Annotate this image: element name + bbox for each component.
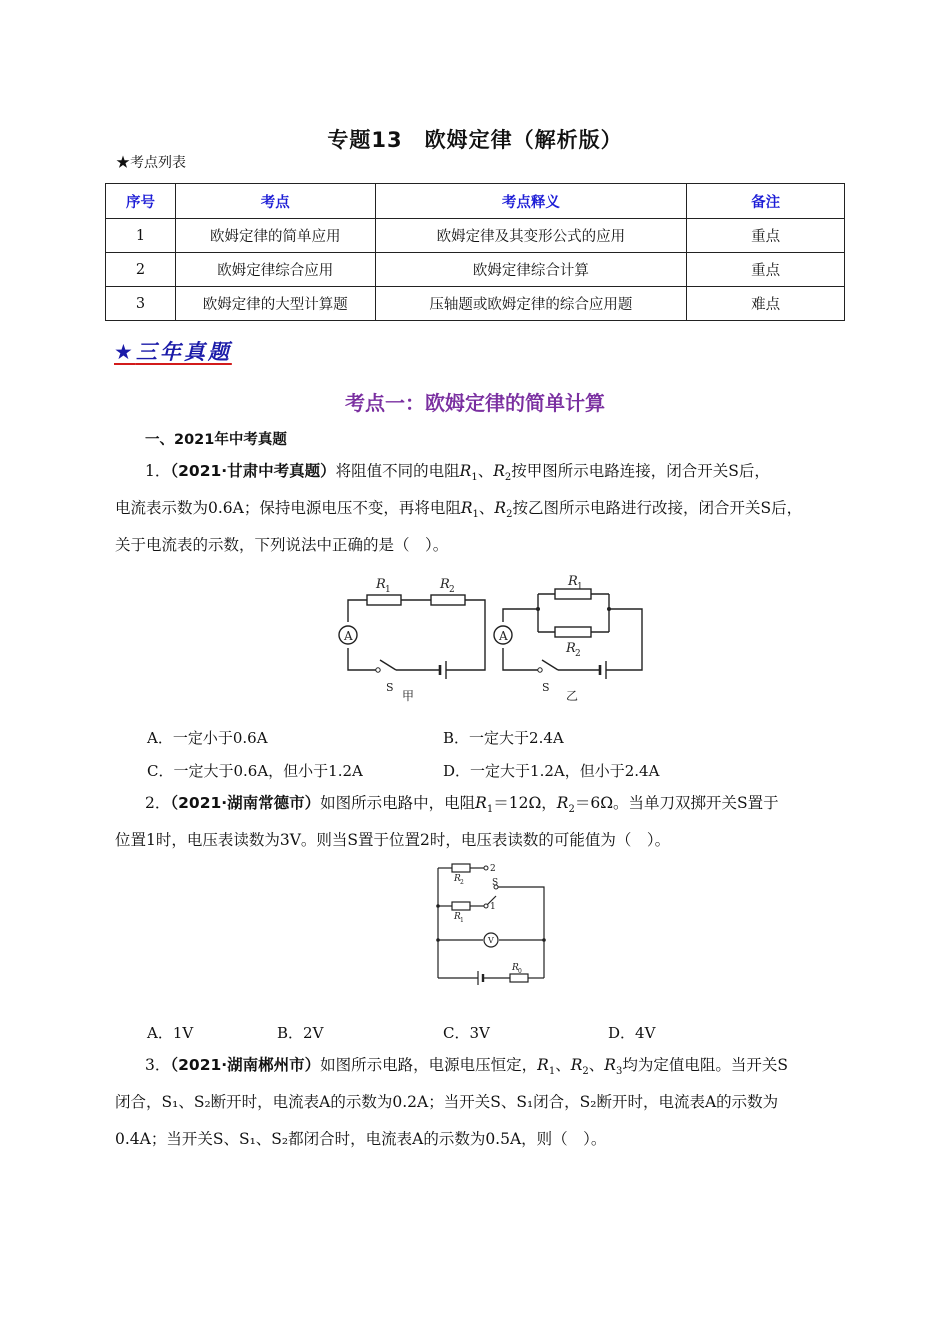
- q2-text: 如图所示电路中，电阻: [320, 794, 476, 812]
- table-header: 序号: [106, 184, 176, 219]
- q1-number: 1．: [145, 462, 171, 480]
- table-header-row: [106, 184, 845, 219]
- q2-text: ＝12Ω，: [493, 794, 557, 812]
- var-r: R: [604, 1056, 616, 1074]
- sub-heading: 一、2021年中考真题: [145, 432, 287, 448]
- topic-table: [105, 183, 845, 321]
- var-sub: 1: [548, 1066, 556, 1078]
- label-r0: R: [512, 963, 519, 973]
- label-voltmeter: V: [488, 936, 494, 945]
- q1-text: 电流表示数为0.6A；保持电源电压不变，再将电阻: [115, 499, 461, 517]
- q1-option-c: C．一定大于0.6A，但小于1.2A: [147, 762, 363, 780]
- q3-text: 均为定值电阻。当开关S: [622, 1056, 788, 1074]
- q1-option-d: D．一定大于1.2A，但小于2.4A: [443, 762, 660, 780]
- var-sub: 2: [582, 1066, 589, 1078]
- label-position-2: 2: [490, 864, 496, 874]
- q2-option-a: A．1V: [147, 1024, 194, 1042]
- table-cell: 难点: [687, 287, 845, 321]
- q1-option-a: A．一定小于0.6A: [147, 729, 268, 747]
- table-cell: 欧姆定律的简单应用: [175, 219, 375, 253]
- var-r: R: [537, 1056, 549, 1074]
- table-cell: 重点: [687, 219, 845, 253]
- table-cell: 欧姆定律综合计算: [375, 253, 687, 287]
- q2-number: 2．: [145, 794, 171, 812]
- var-sub: 2: [506, 509, 513, 521]
- label-r1: R: [568, 574, 578, 589]
- table-cell: 2: [106, 253, 176, 287]
- q1-text: 将阻值不同的电阻: [335, 462, 460, 480]
- q2-option-d: D．4V: [608, 1024, 656, 1042]
- section-heading: 考点一：欧姆定律的简单计算: [345, 391, 605, 415]
- label-sub: 2: [449, 585, 455, 595]
- label-sub: 1: [577, 582, 583, 592]
- q3-line-3: 0.4A；当开关S、S₁、S₂都闭合时，电流表A的示数为0.5A，则（ ）。: [115, 1130, 607, 1148]
- table-row: [106, 253, 845, 287]
- label-r1: R: [376, 577, 386, 592]
- var-sub: 1: [471, 472, 478, 484]
- q2-source: （2021·湖南常德市）: [170, 794, 321, 812]
- q2-option-b: B．2V: [277, 1024, 324, 1042]
- var-r: R: [493, 462, 505, 480]
- var-r: R: [460, 499, 473, 517]
- label-ammeter: A: [499, 629, 508, 643]
- table-cell: 1: [106, 219, 176, 253]
- table-cell: 重点: [687, 253, 845, 287]
- q2-text: ＝6Ω。当单刀双掷开关S置于: [574, 794, 779, 812]
- list-label: ★考点列表: [116, 155, 186, 171]
- label-r2: R: [566, 641, 576, 656]
- page-title: 专题13 欧姆定律（解析版）: [327, 128, 623, 152]
- q2-line-1: [145, 792, 779, 821]
- q1-circuit-figure: [330, 572, 660, 707]
- label-switch: S: [386, 681, 394, 694]
- q3-source: （2021·湖南郴州市）: [170, 1056, 321, 1074]
- q1-line-2: [115, 497, 802, 526]
- table-row: [106, 287, 845, 321]
- q3-text: 如图所示电路，电源电压恒定，: [320, 1056, 538, 1074]
- q3-text: 、: [555, 1056, 571, 1074]
- label-sub: 2: [575, 649, 581, 659]
- label-ammeter: A: [344, 629, 353, 643]
- q1-source: （2021·甘肃中考真题）: [170, 462, 336, 480]
- resistor-r2: [431, 595, 465, 605]
- label-switch: S: [492, 878, 499, 888]
- label-sub: 0: [518, 968, 522, 975]
- q3-number: 3．: [145, 1056, 171, 1074]
- table-header: 备注: [687, 184, 845, 219]
- var-sub: 3: [615, 1066, 623, 1078]
- var-r: R: [494, 499, 507, 517]
- q2-line-2: 位置1时，电压表读数为3V。则当S置于位置2时，电压表读数的可能值为（ ）。: [115, 831, 671, 849]
- var-sub: 2: [568, 804, 575, 816]
- var-sub: 2: [504, 472, 512, 484]
- label-sub: 1: [460, 917, 464, 924]
- q2-circuit-figure: [428, 858, 558, 988]
- q3-text: 、: [588, 1056, 605, 1074]
- label-r1: R: [454, 912, 461, 922]
- label-yi: 乙: [566, 689, 579, 703]
- three-year-banner: [114, 336, 232, 366]
- var-r: R: [459, 462, 472, 480]
- var-r: R: [570, 1056, 583, 1074]
- table-cell: 压轴题或欧姆定律的综合应用题: [375, 287, 687, 321]
- q1-text: 按甲图所示电路连接，闭合开关S后，: [511, 462, 770, 480]
- label-r2: R: [454, 874, 461, 884]
- label-sub: 1: [385, 585, 391, 595]
- var-sub: 1: [472, 509, 479, 521]
- table-cell: 欧姆定律综合应用: [175, 253, 375, 287]
- table-cell: 欧姆定律及其变形公式的应用: [375, 219, 687, 253]
- q3-line-2: 闭合，S₁、S₂断开时，电流表A的示数为0.2A；当开关S、S₁闭合，S₂断开时，电流表A的示数为: [115, 1093, 779, 1111]
- q1-text: 按乙图所示电路进行改接，闭合开关S后，: [512, 499, 803, 517]
- banner-text: 三年真题: [135, 340, 232, 364]
- q1-text: 、: [478, 499, 495, 517]
- q2-option-c: C．3V: [443, 1024, 490, 1042]
- label-switch: S: [542, 681, 550, 694]
- table-header: 考点: [175, 184, 375, 219]
- var-sub: 1: [486, 804, 494, 816]
- q1-line-3: 关于电流表的示数，下列说法中正确的是（ ）。: [115, 536, 449, 554]
- table-row: [106, 219, 845, 253]
- table-cell: 3: [106, 287, 176, 321]
- table-header: 考点释义: [375, 184, 687, 219]
- label-sub: 2: [460, 879, 464, 886]
- var-r: R: [475, 794, 487, 812]
- label-position-1: 1: [490, 902, 496, 912]
- q1-line-1: [145, 460, 770, 489]
- label-r2: R: [440, 577, 450, 592]
- q3-line-1: [145, 1054, 788, 1083]
- var-r: R: [556, 794, 569, 812]
- q1-option-b: B．一定大于2.4A: [443, 729, 564, 747]
- label-jia: 甲: [402, 689, 415, 703]
- star-icon: ★: [114, 340, 136, 364]
- resistor-r1: [367, 595, 401, 605]
- q1-text: 、: [477, 462, 494, 480]
- table-cell: 欧姆定律的大型计算题: [175, 287, 375, 321]
